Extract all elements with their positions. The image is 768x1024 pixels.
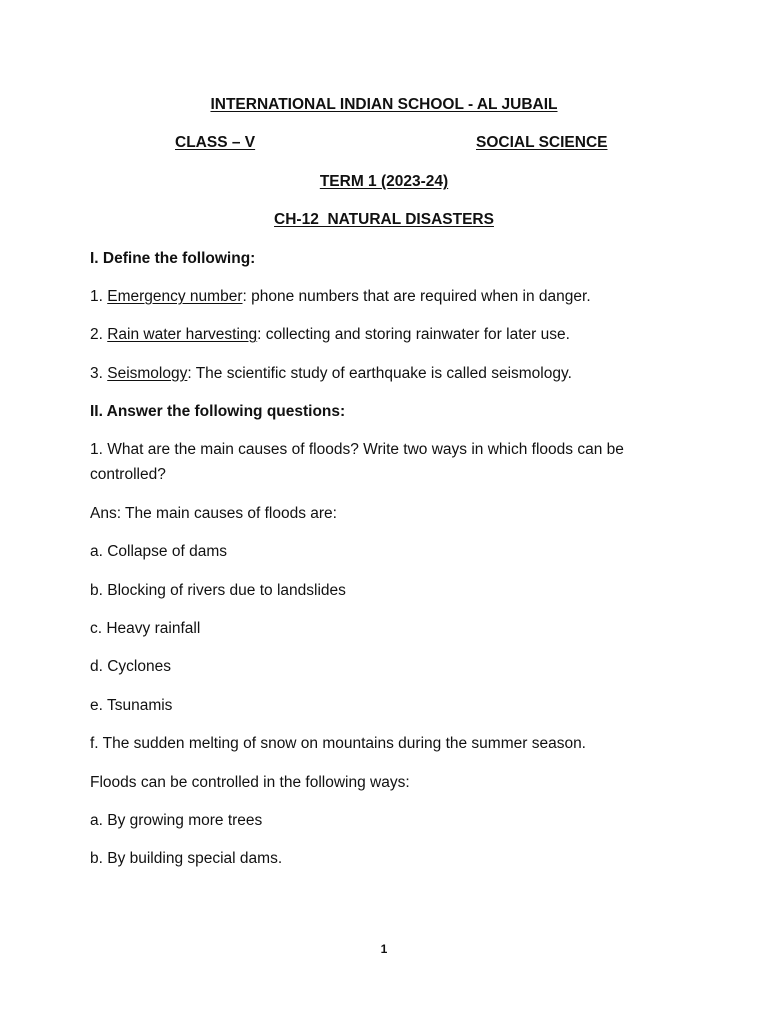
cause-item: c. Heavy rainfall (90, 620, 201, 637)
question-text: 1. What are the main causes of floods? Write two ways in which floods can be (90, 441, 624, 458)
definition-text: : The scientific study of earthquake is called seismology. (187, 365, 572, 382)
chapter-title: CH-12 NATURAL DISASTERS (274, 211, 494, 228)
definition-item (90, 285, 591, 309)
cause-item: a. Collapse of dams (90, 543, 227, 560)
control-intro: Floods can be controlled in the following ways: (90, 774, 410, 791)
cause-item: b. Blocking of rivers due to landslides (90, 582, 346, 599)
definition-term: Seismology (107, 365, 188, 382)
class-label: CLASS – V (175, 134, 256, 151)
section-heading-define: I. Define the following: (90, 250, 256, 267)
control-item: a. By growing more trees (90, 812, 263, 829)
definition-text: : phone numbers that are required when in danger. (242, 288, 591, 305)
question-text-continued: controlled? (90, 466, 166, 483)
section-heading-questions: II. Answer the following questions: (90, 403, 346, 420)
definition-item (90, 362, 572, 386)
page-number: 1 (380, 942, 388, 956)
answer-intro: Ans: The main causes of floods are: (90, 505, 337, 522)
school-title: INTERNATIONAL INDIAN SCHOOL - AL JUBAIL (210, 96, 558, 113)
definition-text: : collecting and storing rainwater for later use. (257, 326, 570, 343)
definition-number: 3. (90, 365, 108, 382)
definition-term: Rain water harvesting (107, 326, 258, 343)
term-label: TERM 1 (2023-24) (319, 173, 449, 190)
definition-item (90, 323, 570, 347)
cause-item: d. Cyclones (90, 658, 171, 675)
cause-item: f. The sudden melting of snow on mountains during the summer season. (90, 735, 586, 752)
definition-number: 2. (90, 326, 108, 343)
definition-number: 1. (90, 288, 108, 305)
cause-item: e. Tsunamis (90, 697, 173, 714)
control-item: b. By building special dams. (90, 850, 283, 867)
subject-label: SOCIAL SCIENCE (476, 134, 608, 151)
definition-term: Emergency number (107, 288, 243, 305)
